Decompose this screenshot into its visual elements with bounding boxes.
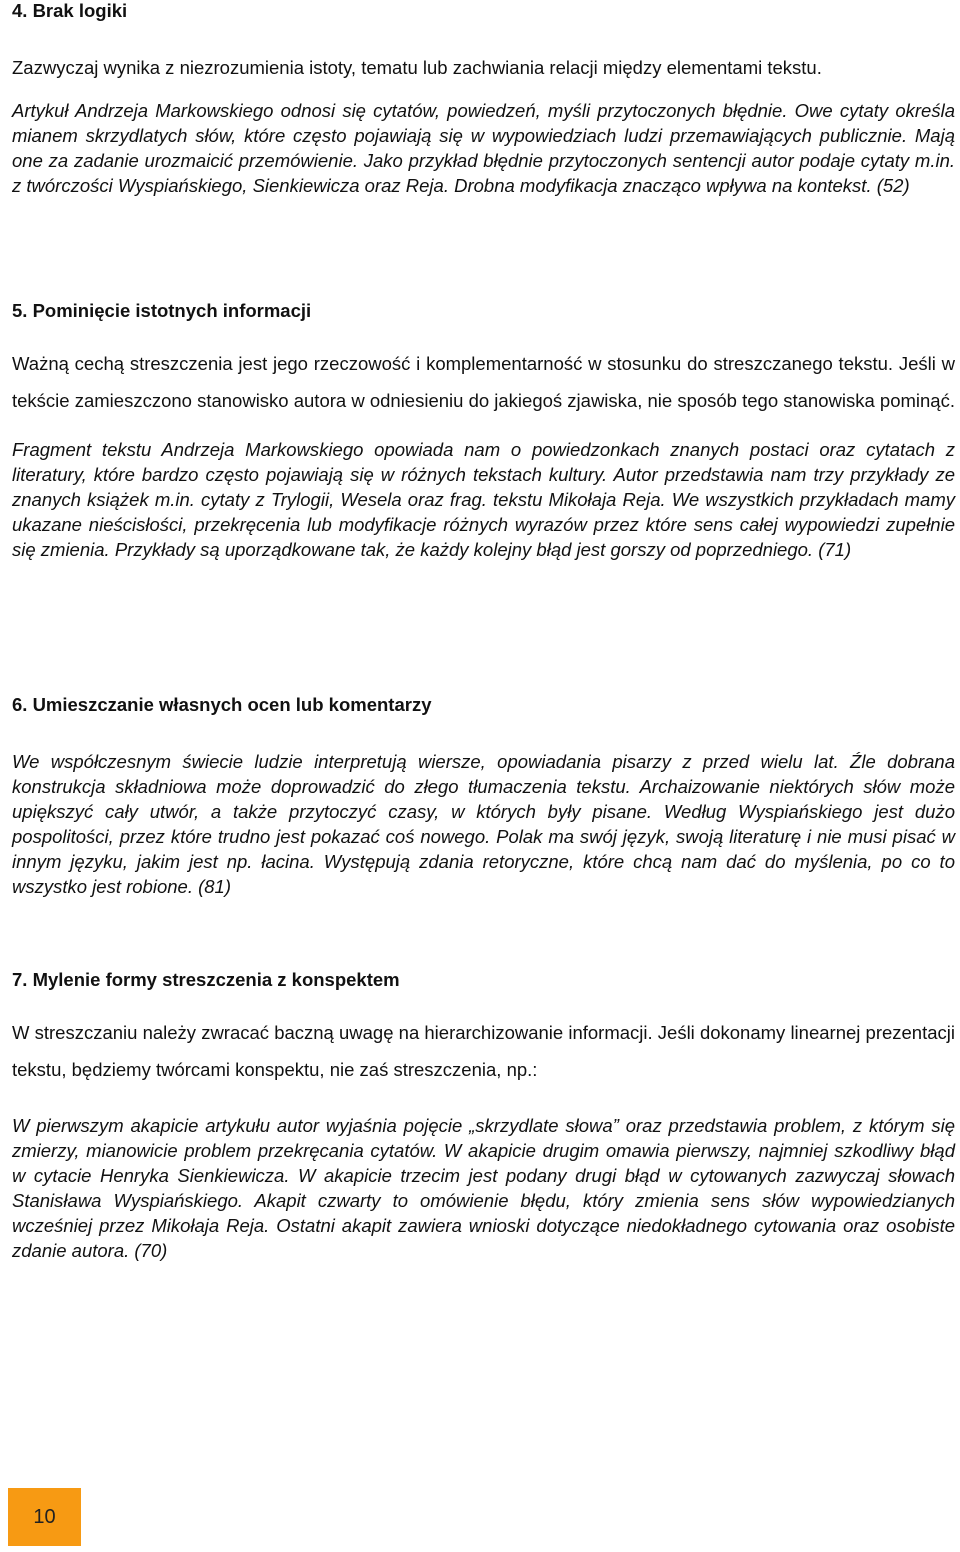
example-paragraph: Artykuł Andrzeja Markowskiego odnosi się cytatów, powiedzeń, myśli przytoczonych błędnie. Owe cytaty określa mianem skrzydlatych słów, które często pojawiają się w wypowiedziach ludzi przemawiających publicznie. Mają one za zadanie urozmaicić przemówienie. Jako przykład błędnie przytoczonych sentencji autor podaje cytaty m.in. z twórczości Wyspiańskiego, Sienkiewicza oraz Reja. Drobna modyfikacja znacząco wpływa na kontekst. (52) — [12, 100, 955, 196]
section-heading: 5. Pominięcie istotnych informacji — [12, 300, 312, 321]
section-intro: Ważną cechą streszczenia jest jego rzeczowość i komplementarność w stosunku do streszczanego tekstu. Jeśli w tekście zamieszczono stanowisko autora w odniesieniu do jakiegoś zjawiska, nie sposób tego stanowiska pominąć. — [12, 353, 955, 411]
page-number-badge — [8, 1488, 81, 1546]
section-heading: 7. Mylenie formy streszczenia z konspektem — [12, 969, 400, 990]
section-heading: 6. Umieszczanie własnych ocen lub komentarzy — [12, 694, 432, 715]
example-paragraph: W pierwszym akapicie artykułu autor wyjaśnia pojęcie „skrzydlate słowa” oraz przedstawia problem, z którym się zmierzy, mianowicie problem przekręcania cytatów. W akapicie drugim omawia pierwszy, najmniej szkodliwy błąd w cytacie Henryka Sienkiewicza. W akapicie trzecim jest podany drugi błąd w cytowanych zazwyczaj słowach Stanisława Wyspiańskiego. Akapit czwarty to omówienie błędu, który zmienia sens słów wypowiedzianych wcześniej przez Mikołaja Reja. Ostatni akapit zawiera wnioski dotyczące niedokładnego cytowania oraz osobiste zdanie autora. (70) — [12, 1115, 955, 1261]
example-paragraph: We współczesnym świecie ludzie interpretują wiersze, opowiadania pisarzy z przed wielu lat. Źle dobrana konstrukcja składniowa może doprowadzić do złego tłumaczenia tekstu. Archaizowanie niektórych słów może upiększyć cały utwór, a także przytoczyć czasy, w których były pisane. Według Wyspiańskiego jest dużo pospolitości, przez które trudno jest pokazać coś nowego. Polak ma swój język, swoją literaturę i nie musi pisać w innym języku, jakim jest np. łacina. Występują zdania retoryczne, które chcą nam dać do myślenia, po co to wszystko jest robione. (81) — [12, 751, 955, 897]
section-mylenie-formy — [12, 969, 955, 1263]
section-intro: W streszczaniu należy zwracać baczną uwagę na hierarchizowanie informacji. Jeśli dokonamy linearnej prezentacji tekstu, będziemy twórcami konspektu, nie zaś streszczenia, np.: — [12, 1022, 955, 1080]
section-brak-logiki — [12, 0, 955, 198]
section-wlasne-oceny — [12, 694, 955, 899]
section-pominiecie-informacji — [12, 300, 955, 562]
page-number: 10 — [33, 1505, 56, 1528]
example-paragraph: Fragment tekstu Andrzeja Markowskiego opowiada nam o powiedzonkach znanych postaci oraz cytatach z literatury, które bardzo często pojawiają się w różnych tekstach kultury. Autor przedstawia nam trzy przykłady ze znanych książek m.in. cytaty z Trylogii, Wesela oraz frag. tekstu Mikołaja Reja. We wszystkich przykładach mamy ukazane nieścisłości, przekręcenia lub modyfikacje różnych wyrazów przez które sens całej wypowiedzi zupełnie się zmienia. Przykłady są uporządkowane tak, że każdy kolejny błąd jest gorszy od poprzedniego. (71) — [12, 439, 955, 560]
section-heading: 4. Brak logiki — [12, 0, 128, 21]
section-intro: Zazwyczaj wynika z niezrozumienia istoty, tematu lub zachwiania relacji między elementami tekstu. — [12, 57, 822, 78]
